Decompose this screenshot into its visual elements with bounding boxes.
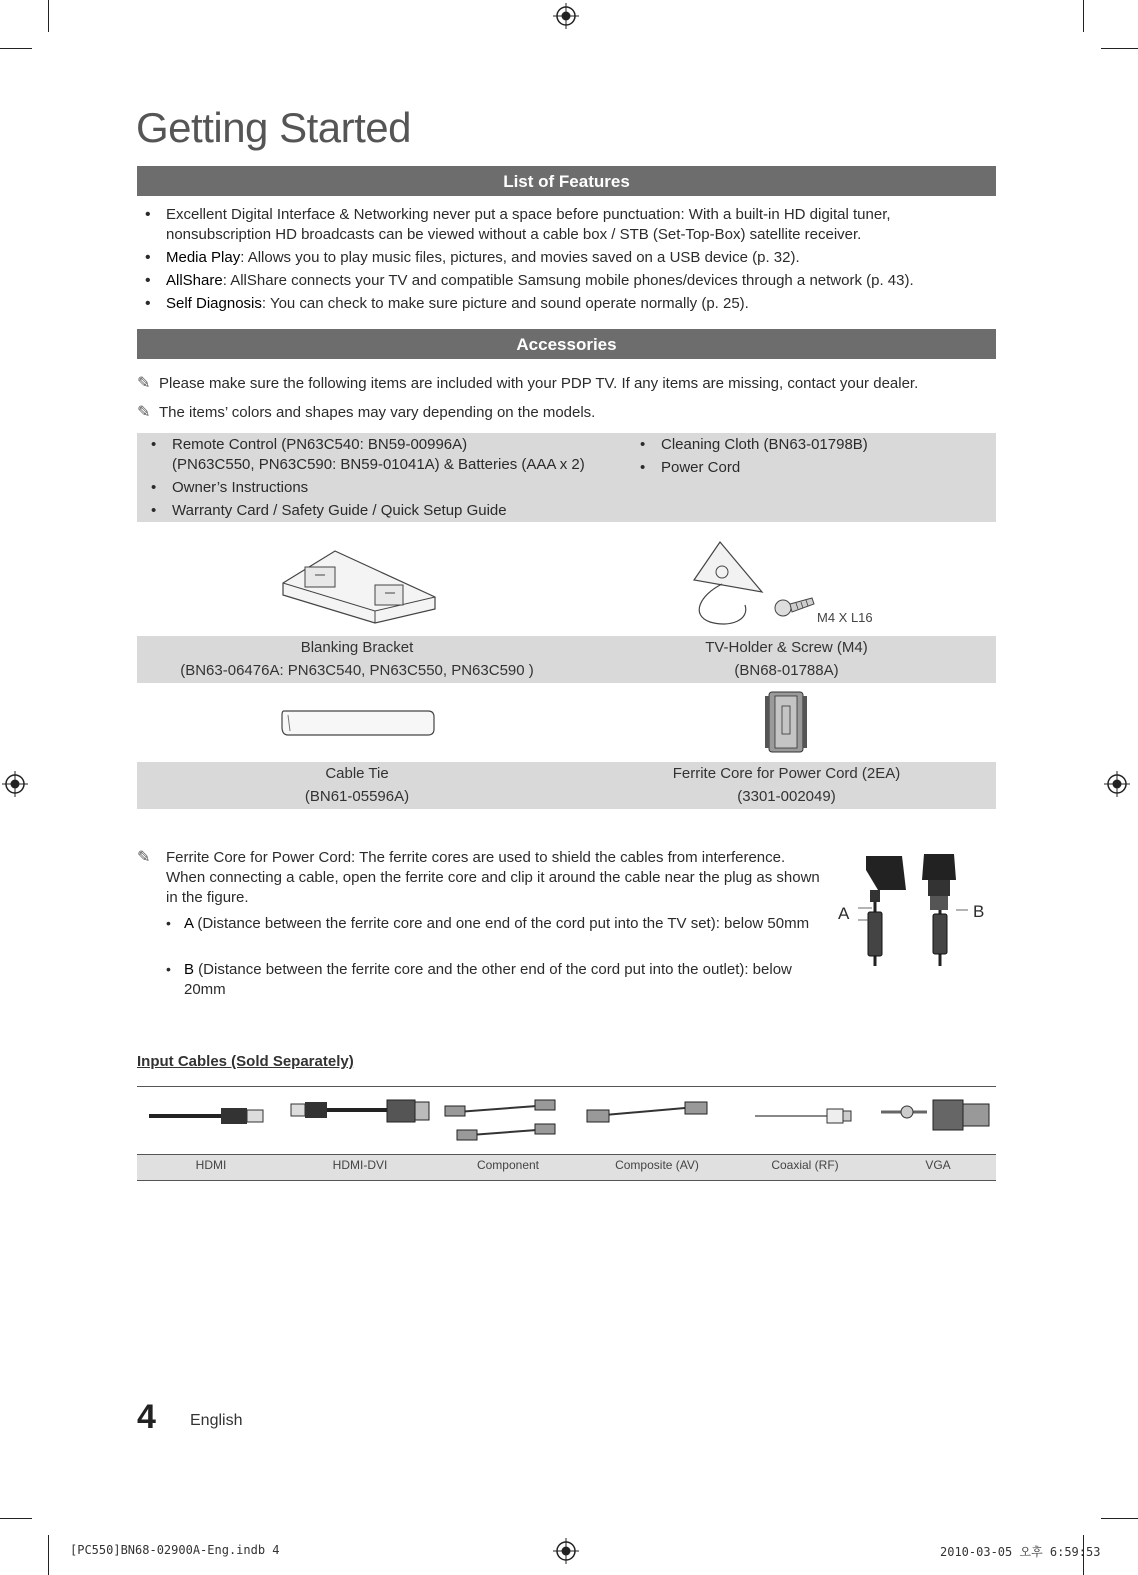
feature-item: • Self Diagnosis: You can check to make sure picture and sound operate normally (p. 25).	[145, 295, 749, 312]
input-cables-heading: Input Cables (Sold Separately)	[137, 1053, 354, 1070]
registration-mark-top	[553, 3, 579, 29]
part-name: Cable Tie	[325, 765, 389, 782]
ferrite-sub-a: • A (Distance between the ferrite core and one end of the cord put into the TV set): below 50mm	[166, 915, 810, 932]
feature-text: Excellent Digital Interface & Networking never put a space before punctuation: With a built-in HD digital tuner, nonsubscription HD broadcasts can be viewed without a cable box / STB (Set-Top-Box) satellite receiver.	[166, 206, 891, 243]
part-code: (BN63-06476A: PN63C540, PN63C550, PN63C590 )	[180, 662, 534, 679]
feature-bold: Self Diagnosis	[166, 295, 262, 312]
ferrite-b-label: B	[184, 961, 195, 978]
registration-mark-left	[2, 771, 28, 797]
feature-bold: AllShare	[166, 272, 223, 289]
accessories-heading: Accessories	[137, 329, 996, 359]
feature-text: : Allows you to play music files, pictures, and movies saved on a USB device (p. 32).	[240, 249, 800, 266]
part-caption	[577, 762, 996, 808]
cable-label: Component	[476, 1158, 540, 1172]
cable-label: Composite (AV)	[615, 1158, 699, 1172]
cable-tie-image	[278, 707, 436, 737]
screw-label: M4 X L16	[817, 610, 873, 625]
ferrite-sub-b: • B (Distance between the ferrite core and the other end of the cord put into the outlet): below 20mm	[166, 961, 792, 998]
ferrite-a-text: (Distance between the ferrite core and one end of the cord put into the TV set): below 50mm	[193, 915, 810, 932]
page-title: Getting Started	[136, 104, 411, 151]
footer-stamp: 2010-03-05 오후 6:59:53	[940, 1545, 1101, 1559]
pencil-icon: ✎	[137, 404, 151, 421]
input-cables-image	[137, 1092, 996, 1152]
page-number: 4	[137, 1398, 156, 1436]
part-caption	[137, 636, 577, 682]
figure-label-a: A	[838, 904, 850, 923]
blanking-bracket-image	[275, 545, 440, 625]
cable-label: VGA	[925, 1158, 951, 1172]
registration-mark-right	[1104, 771, 1130, 797]
part-caption	[137, 762, 577, 808]
feature-item: • Media Play: Allows you to play music files, pictures, and movies saved on a USB device (p. 32).	[145, 249, 800, 266]
figure-label-b: B	[973, 902, 985, 921]
ferrite-plug-figure	[858, 850, 968, 968]
feature-item: • Excellent Digital Interface & Networking never put a space before punctuation: With a built-in HD digital tuner, nonsubscription HD broadcasts can be viewed without a cable box / STB (Set-Top-Box) satellite receiver.	[145, 205, 975, 247]
part-code: (BN68-01788A)	[734, 662, 839, 679]
cable-label: HDMI	[195, 1158, 227, 1172]
feature-text: : AllShare connects your TV and compatible Samsung mobile phones/devices through a network (p. 43).	[222, 272, 914, 289]
part-name: Blanking Bracket	[300, 639, 414, 656]
feature-item: • AllShare: AllShare connects your TV and compatible Samsung mobile phones/devices through a network (p. 43).	[145, 272, 914, 289]
accessories-note: ✎ The items’ colors and shapes may vary depending on the models.	[137, 404, 596, 421]
tv-holder-screw-image	[690, 540, 820, 632]
feature-bold: Media Play	[166, 249, 241, 266]
part-code: (3301-002049)	[737, 788, 836, 805]
part-caption	[577, 636, 996, 682]
cable-label: Coaxial (RF)	[771, 1158, 839, 1172]
registration-mark-bottom	[553, 1538, 579, 1564]
divider	[137, 1086, 996, 1087]
pencil-icon: ✎	[137, 375, 151, 392]
accessories-note: ✎ Please make sure the following items are included with your PDP TV. If any items are missing, contact your dealer.	[137, 375, 919, 392]
ferrite-core-image	[763, 688, 809, 756]
feature-text: : You can check to make sure picture and sound operate normally (p. 25).	[261, 295, 749, 312]
part-code: (BN61-05596A)	[304, 788, 410, 805]
part-name: Ferrite Core for Power Cord (2EA)	[672, 765, 901, 782]
ferrite-note: Ferrite Core for Power Cord: The ferrite cores are used to shield the cables from interference. When connecting a cable, open the ferrite core and clip it around the cable near the plug as shown in the figure.	[166, 849, 820, 906]
footer-file: [PC550]BN68-02900A-Eng.indb 4	[70, 1543, 280, 1557]
features-heading: List of Features	[137, 166, 996, 196]
page-language: English	[190, 1412, 243, 1429]
pencil-icon: ✎	[137, 849, 151, 866]
ferrite-a-label: A	[184, 915, 194, 932]
part-name: TV-Holder & Screw (M4)	[705, 639, 868, 656]
ferrite-b-text: (Distance between the ferrite core and the other end of the cord put into the outlet): below 20mm	[184, 961, 792, 998]
cable-label: HDMI-DVI	[332, 1158, 388, 1172]
